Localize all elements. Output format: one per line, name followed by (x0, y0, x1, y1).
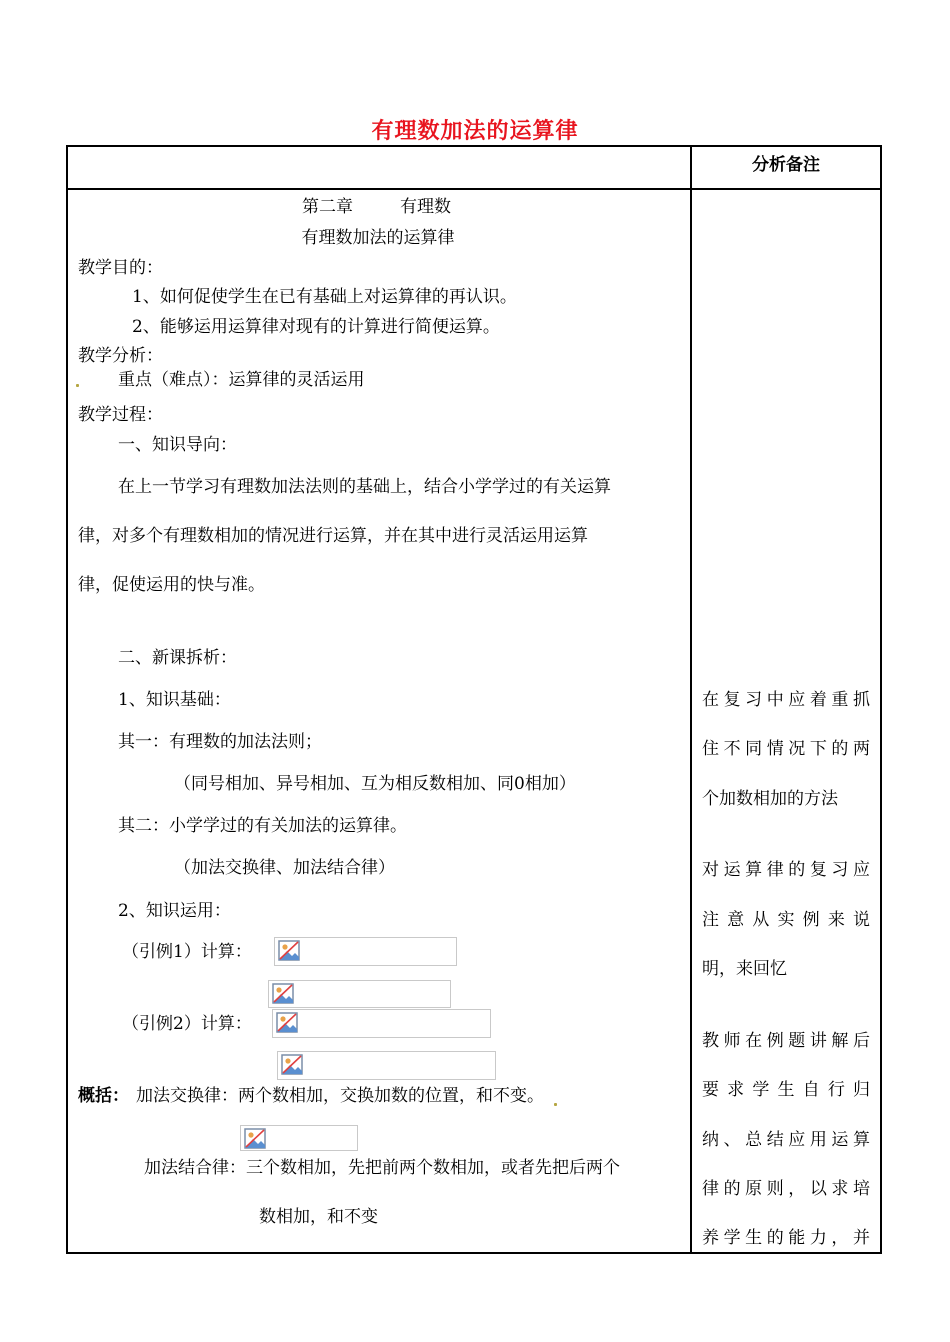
commutative-law: 加法交换律：两个数相加，交换加数的位置，和不变。 (136, 1086, 544, 1106)
intro-paragraph-line-2: 律，对多个有理数相加的情况进行运算，并在其中进行灵活运用运算 (78, 526, 588, 546)
chapter-label: 第二章 (302, 197, 353, 217)
note-1-line: 个加数相加的方法 (702, 789, 838, 809)
part-2-heading: 二、新课拆析： (118, 648, 237, 668)
item-2: 其二：小学学过的有关加法的运算律。 (118, 816, 407, 836)
goal-2: 2、能够运用运算律对现有的计算进行简便运算。 (132, 317, 500, 337)
equation-image (274, 937, 457, 966)
equation-image (268, 980, 451, 1008)
item-1-detail: （同号相加、异号相加、互为相反数相加、同0相加） (174, 774, 576, 794)
equation-image (240, 1125, 358, 1151)
goal-1: 1、如何促使学生在已有基础上对运算律的再认识。 (132, 287, 517, 307)
note-2-line: 明，来回忆 (702, 959, 787, 979)
goals-heading: 教学目的： (78, 258, 163, 278)
basis-heading: 1、知识基础： (118, 690, 231, 710)
analysis-heading: 教学分析： (78, 346, 163, 366)
intro-paragraph-line-1: 在上一节学习有理数加法法则的基础上，结合小学学过的有关运算 (118, 477, 611, 497)
mark-dot (76, 384, 79, 387)
broken-image-icon (281, 1054, 303, 1075)
note-1-line: 在复习中应着重抓 (702, 690, 870, 710)
item-1: 其一：有理数的加法法则； (118, 732, 322, 752)
notes-column-header: 分析备注 (752, 155, 820, 175)
process-heading: 教学过程： (78, 405, 163, 425)
chapter-name: 有理数 (400, 197, 451, 217)
note-3-line: 教师在例题讲解后 (702, 1031, 870, 1051)
apply-heading: 2、知识运用： (118, 901, 231, 921)
page-title: 有理数加法的运算律 (371, 119, 579, 144)
broken-image-icon (272, 983, 294, 1004)
note-1-line: 住不同情况下的两 (702, 739, 870, 759)
lesson-title: 有理数加法的运算律 (301, 228, 455, 248)
intro-paragraph-line-3: 律，促使运用的快与准。 (78, 575, 265, 595)
equation-image (272, 1009, 491, 1038)
note-2-line: 对运算律的复习应 (702, 860, 870, 880)
part-1-heading: 一、知识导向： (118, 435, 237, 455)
example-1-label: （引例1）计算： (122, 942, 252, 962)
summary-label: 概括： (78, 1086, 129, 1106)
mark-dot (554, 1103, 557, 1106)
broken-image-icon (278, 940, 300, 961)
equation-image (277, 1051, 496, 1080)
note-3-line: 律的原则，以求培 (702, 1179, 870, 1199)
example-2-label: （引例2）计算： (122, 1014, 252, 1034)
note-3-line: 纳、总结应用运算 (702, 1130, 870, 1150)
column-divider (690, 145, 692, 1254)
note-3-line: 要求学生自行归 (702, 1080, 870, 1100)
associative-law-line-1: 加法结合律：三个数相加，先把前两个数相加，或者先把后两个 (144, 1158, 620, 1178)
note-3-line: 养学生的能力，并 (702, 1228, 870, 1248)
item-2-detail: （加法交换律、加法结合律） (174, 858, 395, 878)
broken-image-icon (276, 1012, 298, 1033)
associative-law-line-2: 数相加，和不变 (259, 1207, 378, 1227)
key-point: 重点（难点）：运算律的灵活运用 (118, 370, 365, 390)
note-2-line: 注意从实例来说 (702, 910, 870, 930)
broken-image-icon (244, 1128, 266, 1149)
header-divider (66, 188, 882, 190)
